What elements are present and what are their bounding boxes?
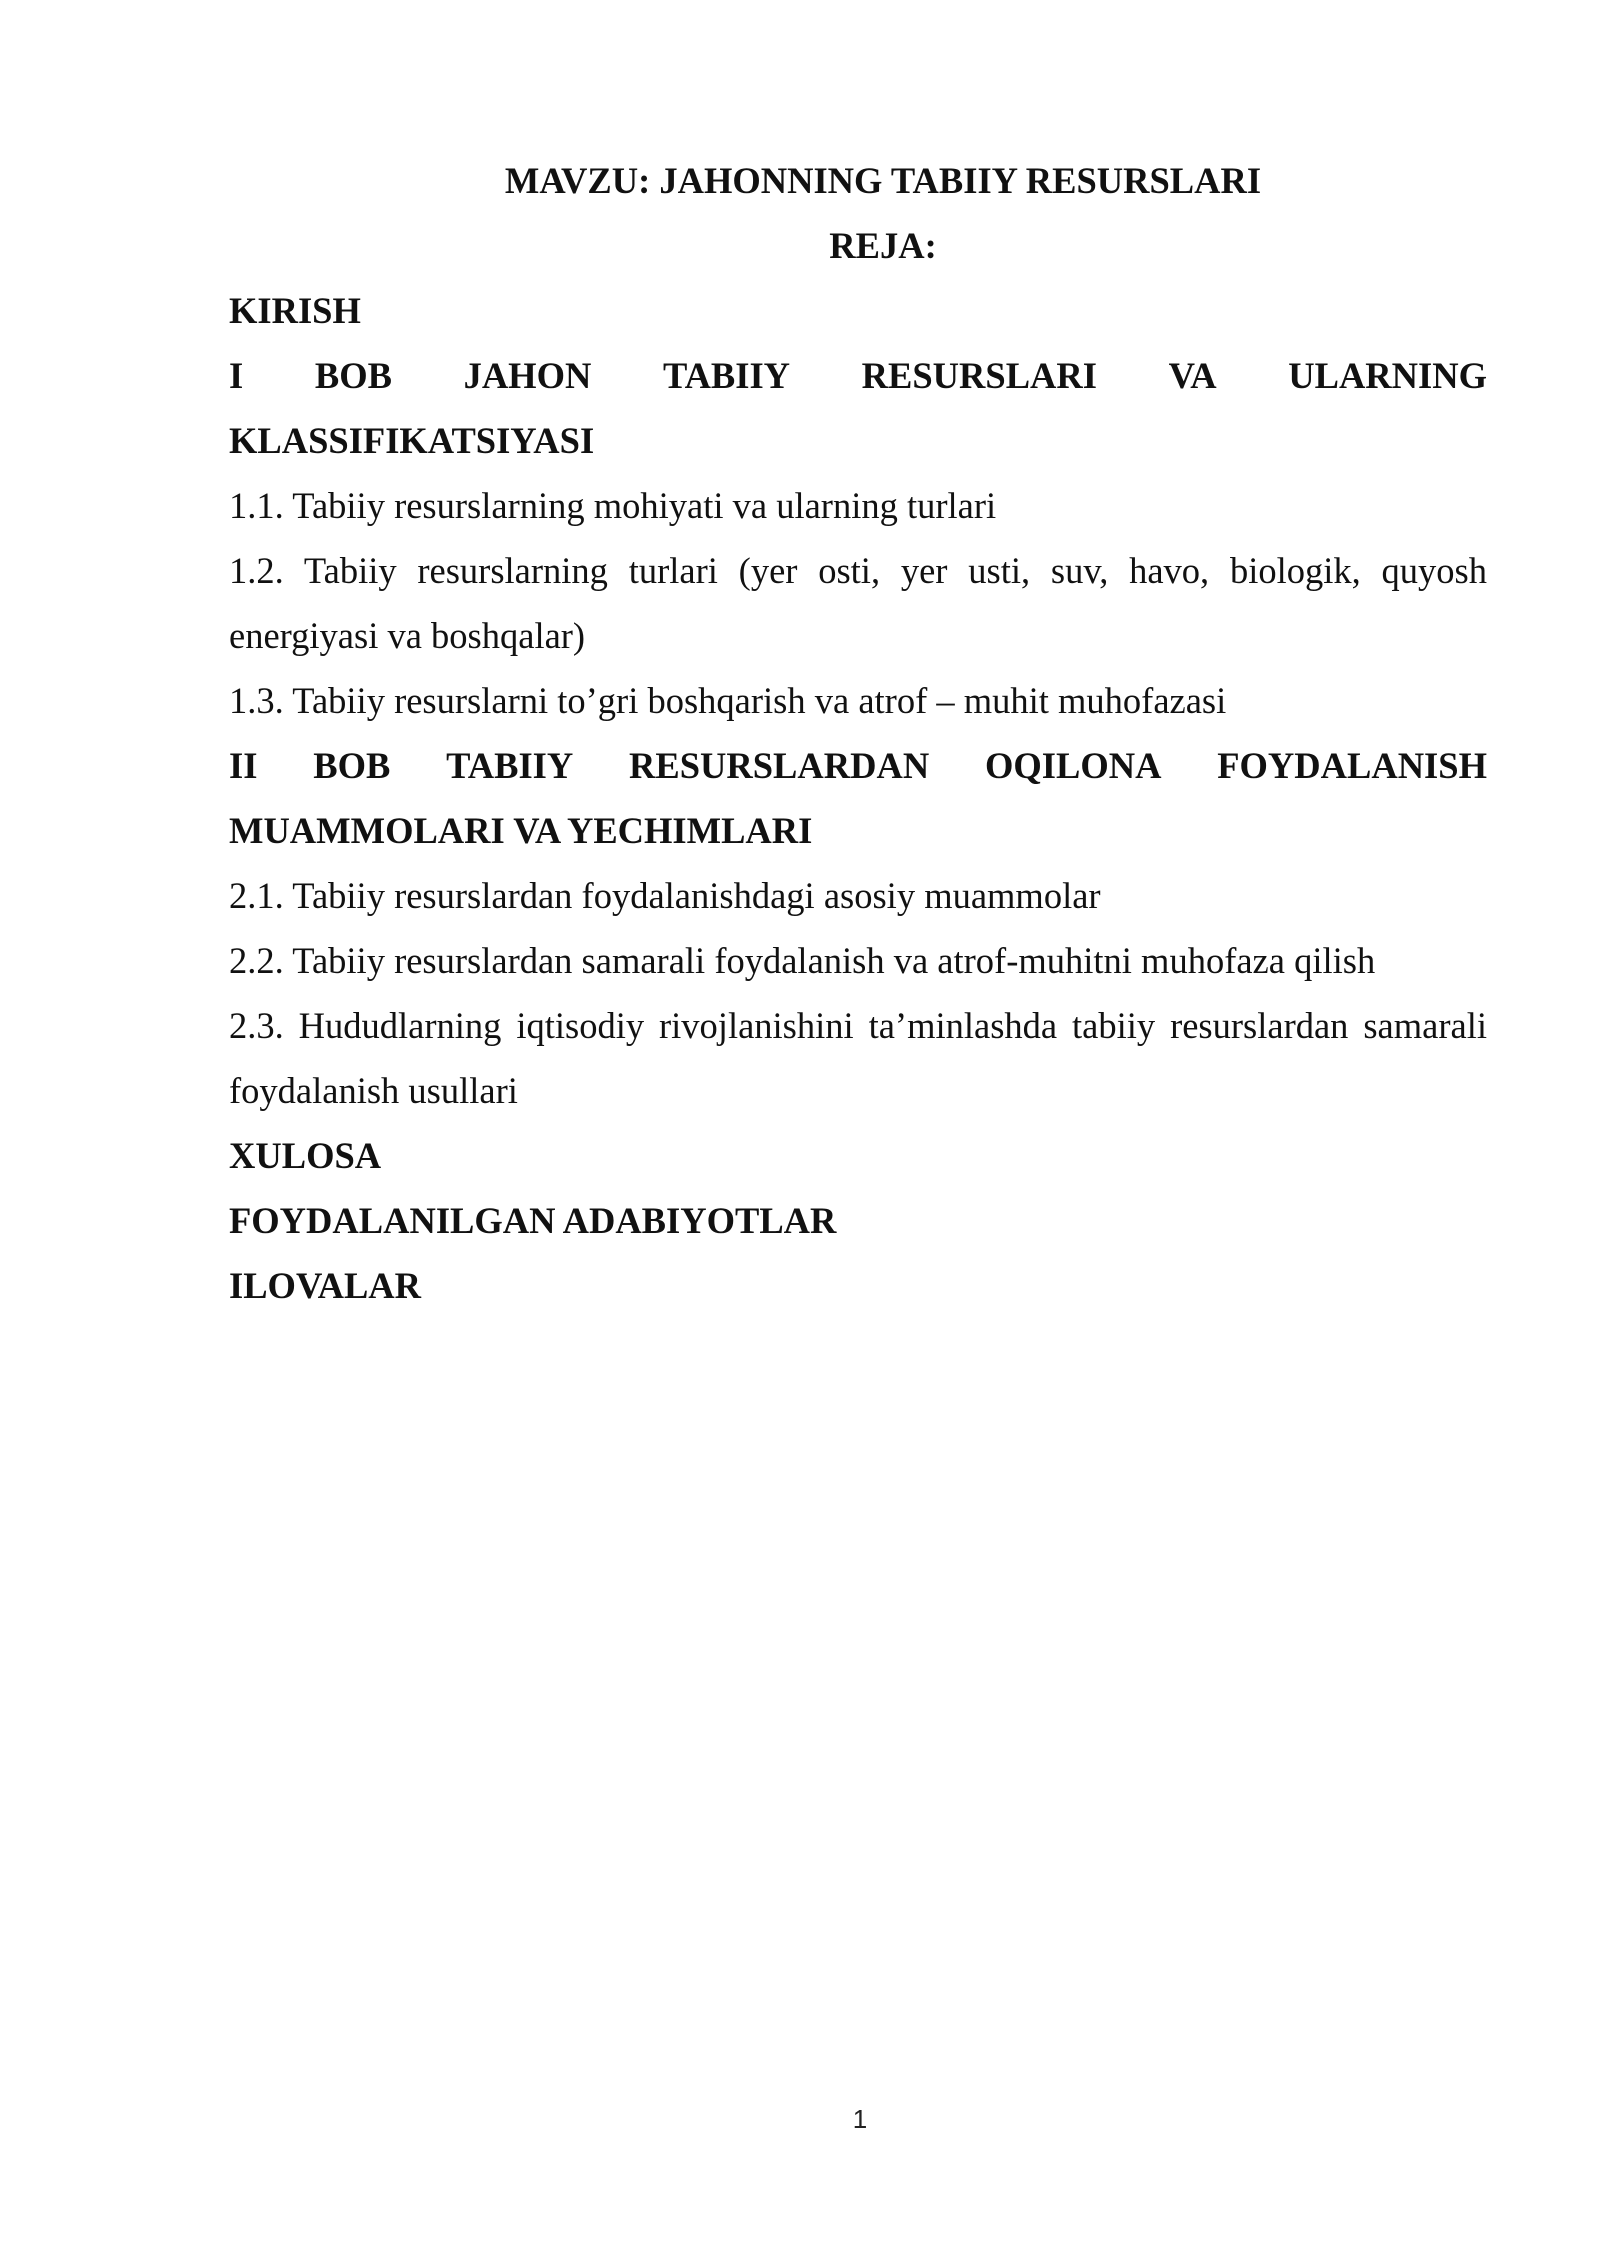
chapter2-word: OQILONA [984,745,1162,786]
appendices-heading: ILOVALAR [229,1265,422,1306]
chapter2-word: BOB [313,745,391,786]
chapter2-word: RESURSLARDAN [629,745,930,786]
references-heading: FOYDALANILGAN ADABIYOTLAR [229,1200,837,1241]
chapter2-word: TABIIY [446,745,574,786]
chapter1-word: TABIIY [662,355,791,396]
chapter1-word: ULARNING [1288,355,1487,396]
section-2-2: 2.2. Tabiiy resurslardan samarali foydalanish va atrof-muhitni muhofaza qilish [229,940,1376,981]
section-2-1: 2.1. Tabiiy resurslardan foydalanishdagi asosiy muammolar [229,875,1101,916]
intro-heading: KIRISH [229,290,361,331]
chapter2-heading-continuation: MUAMMOLARI VA YECHIMLARI [229,810,813,851]
chapter1-word: BOB [314,355,392,396]
chapter2-word: FOYDALANISH [1217,745,1487,786]
chapter2-word: II [229,745,258,786]
chapter1-word: JAHON [463,355,592,396]
document-title: MAVZU: JAHONNING TABIIY RESURSLARI [504,160,1262,201]
section-1-3: 1.3. Tabiiy resurslarni to’gri boshqarish va atrof – muhit muhofazasi [229,680,1227,721]
section-1-1: 1.1. Tabiiy resurslarning mohiyati va ularning turlari [229,485,997,526]
chapter2-heading [229,733,1487,798]
chapter1-word: VA [1168,355,1217,396]
page-number: 1 [852,2104,868,2134]
chapter1-heading-continuation: KLASSIFIKATSIYASI [229,420,595,461]
document-body [229,148,1487,1318]
chapter1-heading [229,343,1487,408]
section-2-3: 2.3. Hududlarning iqtisodiy rivojlanishini ta’minlashda tabiiy resurslardan samarali foydalanish usullari [229,1005,1487,1111]
chapter1-word: RESURSLARI [861,355,1097,396]
plan-heading: REJA: [829,225,937,266]
conclusion-heading: XULOSA [229,1135,382,1176]
chapter1-word: I [229,355,244,396]
section-1-2: 1.2. Tabiiy resurslarning turlari (yer osti, yer usti, suv, havo, biologik, quyosh energiyasi va boshqalar) [229,550,1487,656]
